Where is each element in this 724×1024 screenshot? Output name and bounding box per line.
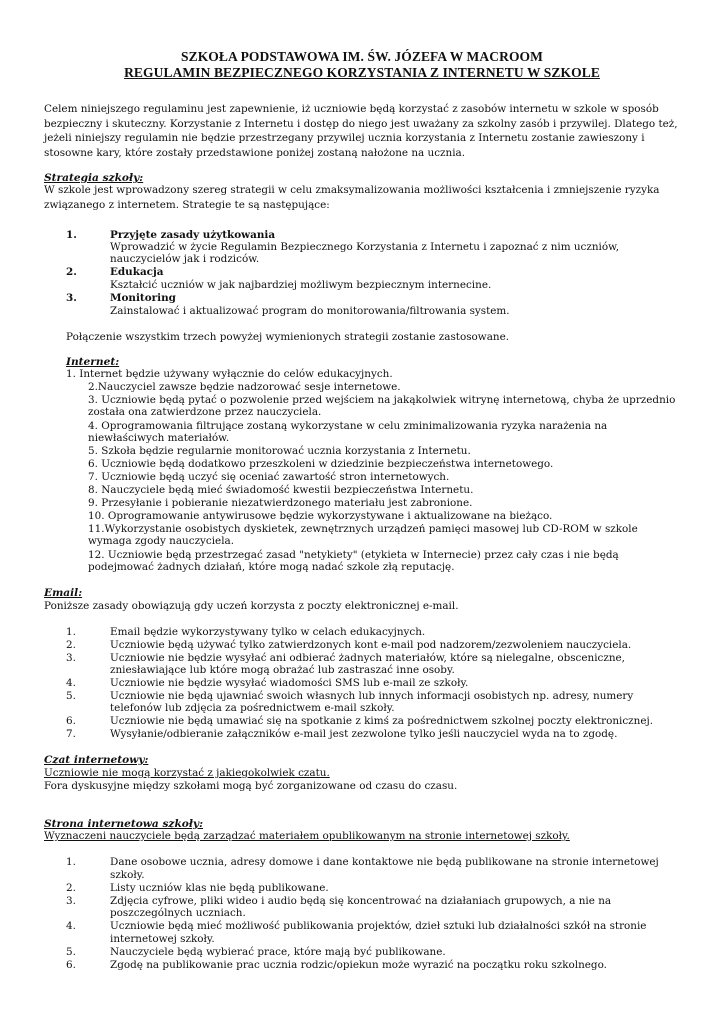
internet-rule-line: 7. Uczniowie będą uczyć się oceniać zawartość stron internetowych.: [88, 471, 450, 483]
email-item-number: 5.: [66, 690, 76, 702]
email-item-number: 6.: [66, 715, 76, 727]
email-item-text: Uczniowie nie będą ujawniać swoich własnych lub innych informacji osobistych np. adresy, numery: [110, 690, 634, 702]
internet-rule-line: 9. Przesyłanie i pobieranie niezatwierdzonego materiału jest zabronione.: [88, 497, 473, 509]
strategy-item-text: nauczycielów jak i rodziców.: [110, 253, 260, 265]
strategy-intro-line1: W szkole jest wprowadzony szereg strategii w celu zmaksymalizowania możliwości kształcenia i zmniejszenie ryzyka: [44, 184, 660, 196]
internet-rule-line: 10. Oprogramowanie antywirusowe będzie wykorzystywane i aktualizowane na bieżąco.: [88, 510, 553, 522]
intro-paragraph: Celem niniejszego regulaminu jest zapewnienie, iż uczniowie będą korzystać z zasobów internetu w szkole w sposób bezpieczny i skuteczny. Korzystanie z Internetu i dostęp do niego jest uważany za szkolny zasób i przywilej. Dlatego też, jeżeli niniejszy regulamin nie będzie przestrzegany przywilej ucznia korzystania z Internetu zostanie zawieszony i stosowne kary, które zostały przedstawione poniżej zostaną nałożone na ucznia.: [44, 103, 678, 159]
email-item-number: 7.: [66, 728, 76, 740]
website-item-number: 2.: [66, 882, 76, 894]
strategy-item-title: Przyjęte zasady użytkowania: [110, 229, 276, 241]
strategy-item-text: Kształcić uczniów w jak najbardziej możliwym bezpiecznym internecine.: [110, 279, 492, 291]
strategy-closing: Połączenie wszystkim trzech powyżej wymienionych strategii zostanie zastosowane.: [66, 331, 510, 343]
internet-rule-line: niewłaściwych materiałów.: [88, 432, 230, 444]
email-item-text: Email będzie wykorzystywany tylko w celach edukacyjnych.: [110, 626, 426, 638]
website-item-text: Nauczyciele będą wybierać prace, które mają być publikowane.: [110, 946, 446, 958]
internet-rule-line: wymaga zgody nauczyciela.: [88, 535, 235, 547]
website-item-number: 5.: [66, 946, 76, 958]
internet-rule-line: została ona zatwierdzone przez nauczyciela.: [88, 406, 322, 418]
website-item-text: szkoły.: [110, 869, 145, 881]
internet-rule-line: 1. Internet będzie używany wyłącznie do celów edukacyjnych.: [66, 368, 393, 380]
strategy-item-title: Edukacja: [110, 266, 164, 278]
email-item-text: telefonów lub zdjęcia za pośrednictwem e-mail szkoły.: [110, 702, 395, 714]
email-item-text: Wysyłanie/odbieranie załączników e-mail jest zezwolone tylko jeśli nauczyciel wyda na to zgodę.: [110, 728, 618, 740]
email-item-text: Uczniowie nie będzie wysyłać ani odbierać żadnych materiałów, które są nielegalne, obsceniczne,: [110, 652, 625, 664]
email-item-text: Uczniowie będą używać tylko zatwierdzonych kont e-mail pod nadzorem/zezwoleniem nauczyciela.: [110, 639, 632, 651]
website-heading: Strona internetowa szkoły:: [44, 818, 203, 830]
internet-rule-line: 6. Uczniowie będą dodatkowo przeszkoleni w dziedzinie bezpieczeństwa internetowego.: [88, 458, 554, 470]
strategy-item-number: 1.: [66, 229, 77, 241]
strategy-item-number: 3.: [66, 292, 77, 304]
website-item-text: Uczniowie będą mieć możliwość publikowania projektów, dzieł sztuki lub działalności szkół na stronie: [110, 920, 647, 932]
email-item-text: Uczniowie nie będzie wysyłać wiadomości SMS lub e-mail ze szkoły.: [110, 677, 469, 689]
website-item-number: 3.: [66, 895, 76, 907]
strategy-item-number: 2.: [66, 266, 77, 278]
website-item-text: Dane osobowe ucznia, adresy domowe i dane kontaktowe nie będą publikowane na stronie internetowej: [110, 856, 659, 868]
internet-rule-line: 11.Wykorzystanie osobistych dyskietek, zewnętrznych urządzeń pamięci masowej lub CD-ROM w szkole: [88, 523, 638, 535]
document-title-regulation: REGULAMIN BEZPIECZNEGO KORZYSTANIA Z INTERNETU W SZKOLE: [124, 65, 600, 80]
chat-heading: Czat internetowy:: [44, 754, 149, 766]
document-title-school: SZKOŁA PODSTAWOWA IM. ŚW. JÓZEFA W MACROOM: [180, 49, 543, 64]
internet-rule-line: 3. Uczniowie będą pytać o pozwolenie przed wejściem na jakąkolwiek witrynę internetową, chyba że uprzednio: [88, 394, 676, 406]
strategy-heading: Strategia szkoły:: [44, 172, 144, 184]
internet-heading: Internet:: [66, 356, 120, 368]
email-item-text: Uczniowie nie będą umawiać się na spotkanie z kimś za pośrednictwem szkolnej poczty elektronicznej.: [110, 715, 654, 727]
internet-rule-line: podejmować żadnych działań, które mogą nadać szkole złą reputację.: [88, 561, 455, 573]
strategy-intro-line2: związanego z internetem. Strategie te są następujące:: [44, 199, 330, 211]
internet-rule-line: 5. Szkoła będzie regularnie monitorować ucznia korzystania z Internetu.: [88, 445, 471, 457]
website-item-text: internetowej szkoły.: [110, 933, 215, 945]
email-intro: Poniższe zasady obowiązują gdy uczeń korzysta z poczty elektronicznej e-mail.: [44, 600, 459, 612]
internet-rule-line: 4. Oprogramowania filtrujące zostaną wykorzystane w celu zminimalizowania ryzyka narażenia na: [88, 420, 608, 432]
website-item-number: 6.: [66, 959, 76, 971]
internet-rule-line: 2.Nauczyciel zawsze będzie nadzorować sesje internetowe.: [88, 381, 401, 393]
website-item-text: Zdjęcia cyfrowe, pliki wideo i audio będą się koncentrować na działaniach grupowych, a nie na: [110, 895, 612, 907]
strategy-item-text: Zainstalować i aktualizować program do monitorowania/filtrowania system.: [110, 305, 510, 317]
chat-rule-line: Fora dyskusyjne między szkołami mogą być zorganizowane od czasu do czasu.: [44, 780, 458, 792]
strategy-item-title: Monitoring: [110, 292, 176, 304]
website-item-text: Zgodę na publikowanie prac ucznia rodzic/opiekun może wyrazić na początku roku szkolnego.: [110, 959, 607, 971]
strategy-item-text: Wprowadzić w życie Regulamin Bezpiecznego Korzystania z Internetu i zapoznać z nim uczniów,: [110, 241, 620, 253]
chat-rule-line: Uczniowie nie mogą korzystać z jakiegokolwiek czatu.: [44, 767, 330, 779]
website-item-number: 4.: [66, 920, 76, 932]
website-item-number: 1.: [66, 856, 76, 868]
website-item-text: Listy uczniów klas nie będą publikowane.: [110, 882, 329, 894]
internet-rule-line: 12. Uczniowie będą przestrzegać zasad "netykiety" (etykieta w Internecie) przez cały czas i nie będą: [88, 549, 619, 561]
email-heading: Email:: [44, 587, 83, 599]
email-item-text: zniesławiające lub które mogą obrażać lub zastraszać inne osoby.: [110, 664, 455, 676]
email-item-number: 3.: [66, 652, 76, 664]
email-item-number: 4.: [66, 677, 76, 689]
website-intro: Wyznaczeni nauczyciele będą zarządzać materiałem opublikowanym na stronie internetowej szkoły.: [44, 830, 570, 842]
email-item-number: 1.: [66, 626, 76, 638]
website-item-text: poszczególnych uczniach.: [110, 907, 246, 919]
internet-rule-line: 8. Nauczyciele będą mieć świadomość kwestii bezpieczeństwa Internetu.: [88, 484, 474, 496]
email-item-number: 2.: [66, 639, 76, 651]
